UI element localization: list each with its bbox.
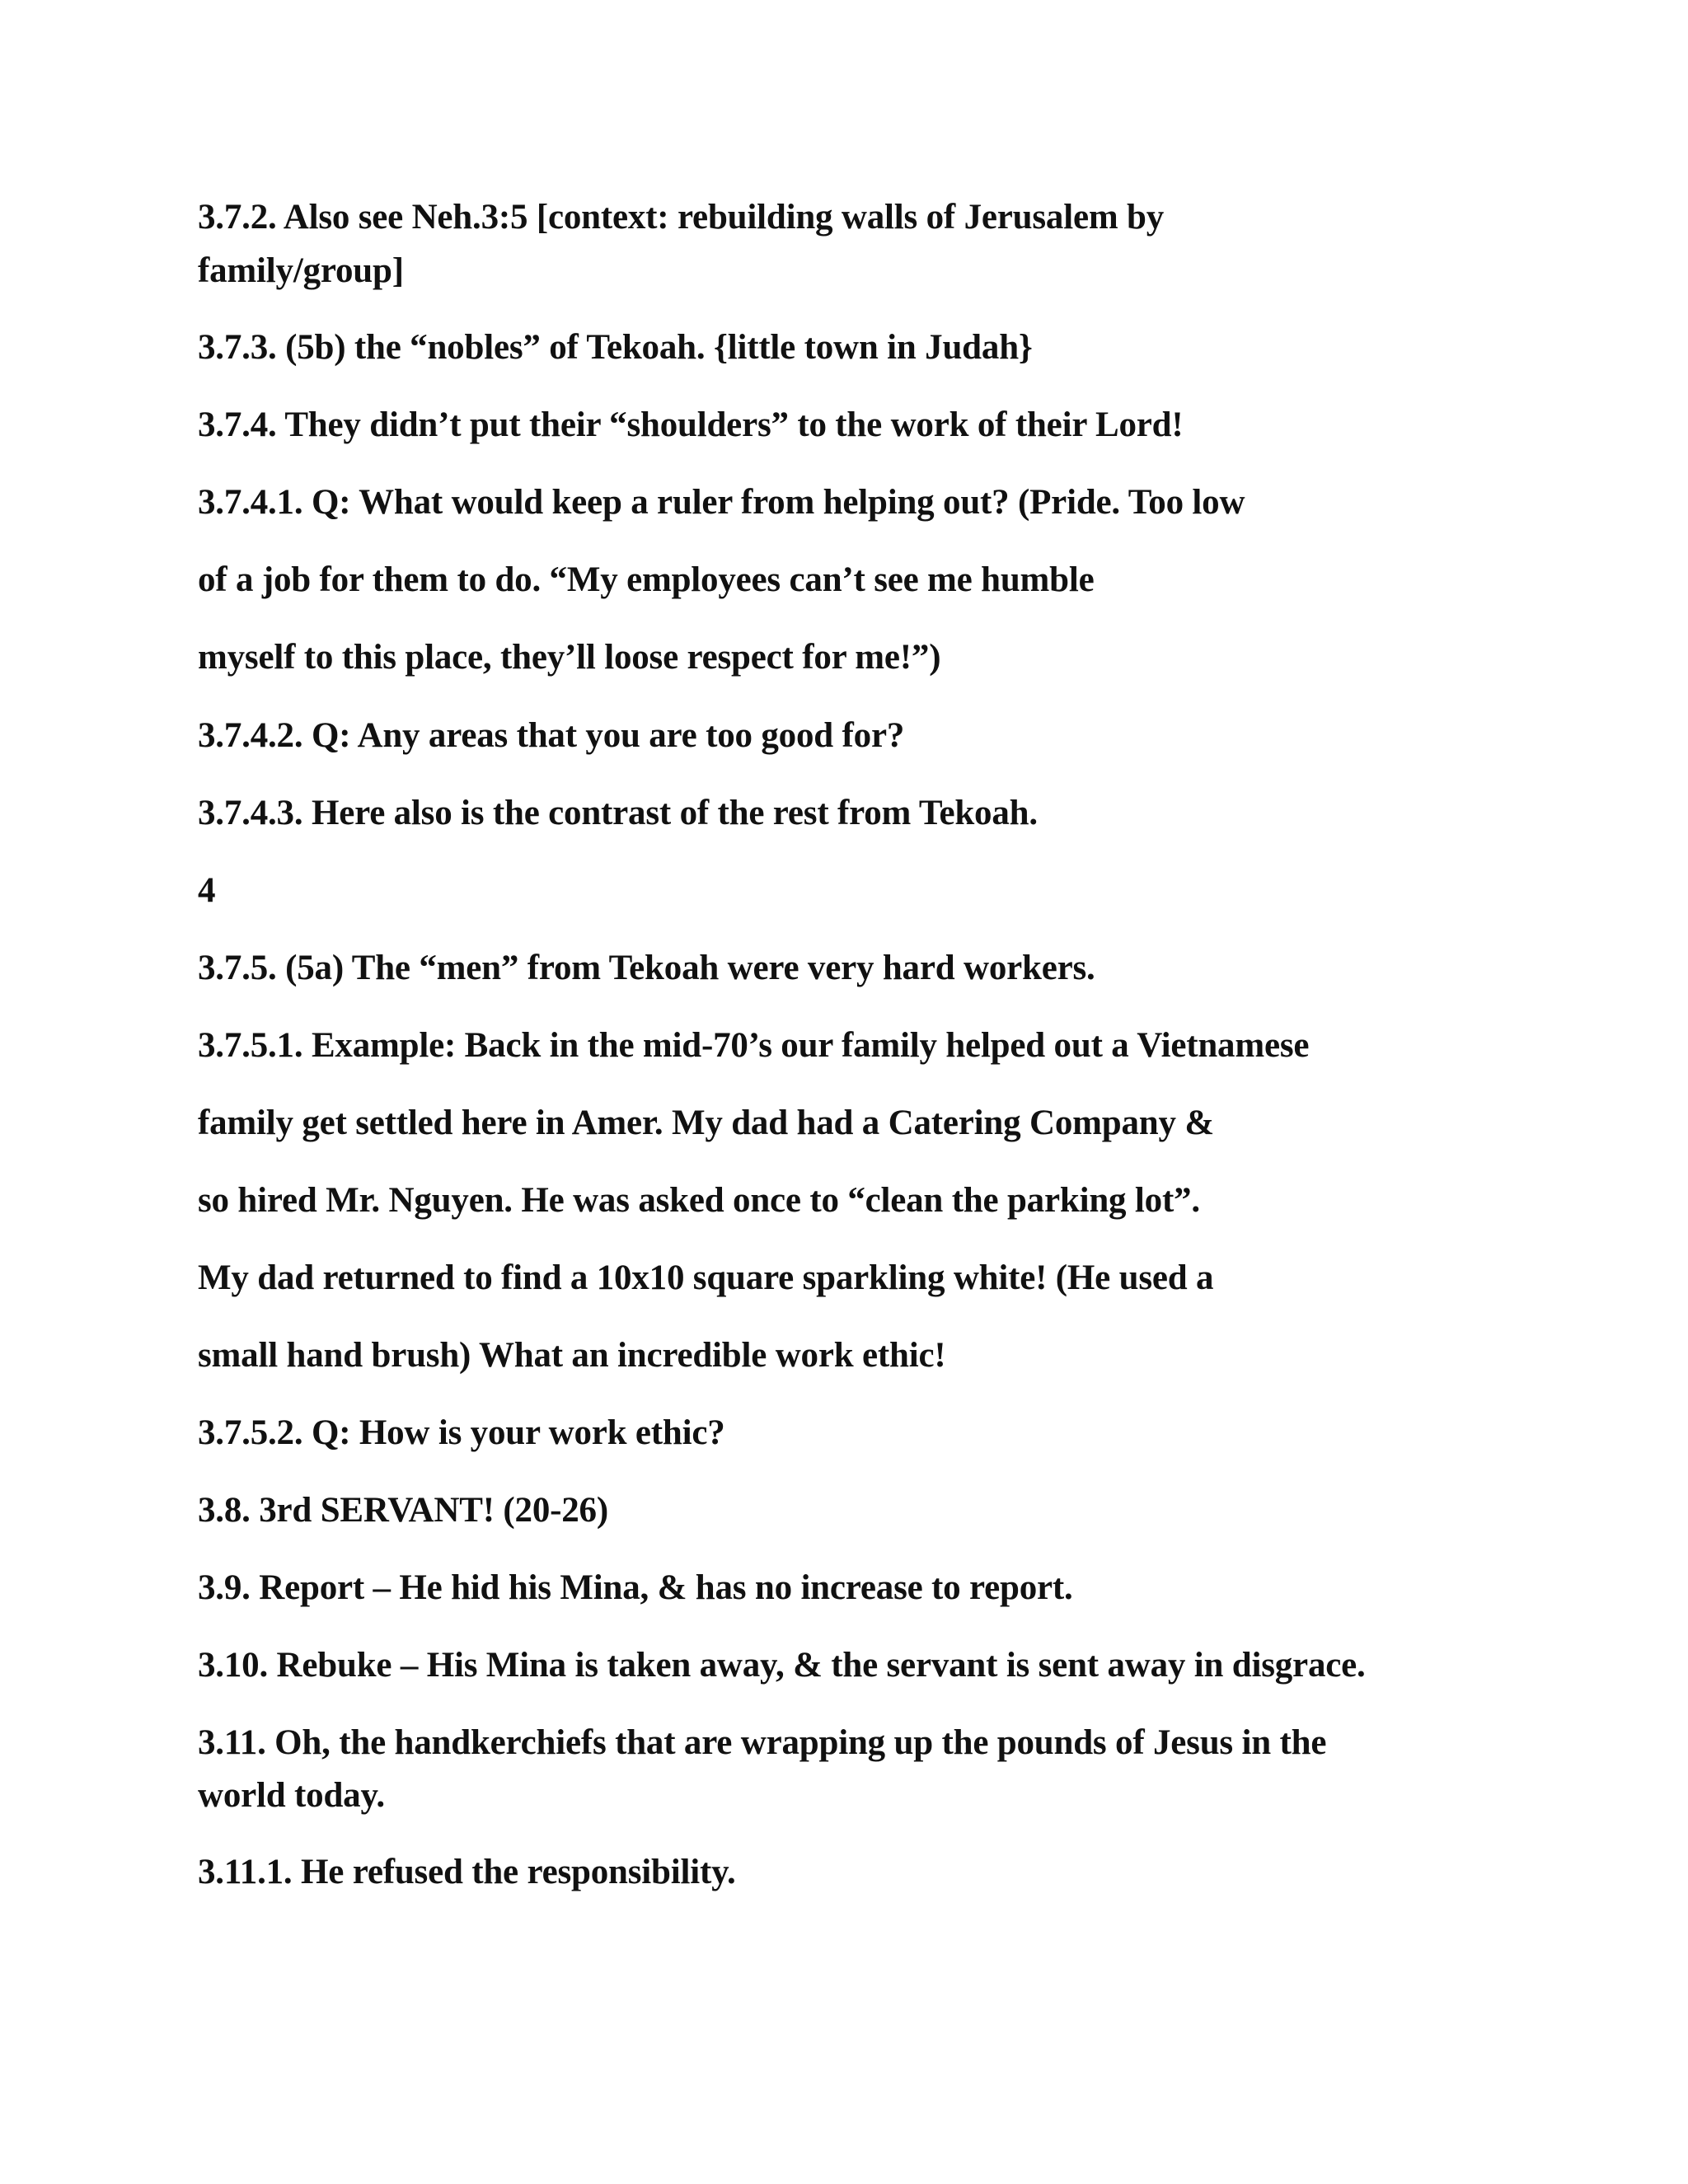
outline-line: 3.7.2. Also see Neh.3:5 [context: rebuilding walls of Jerusalem by: [198, 198, 1165, 237]
outline-line: 3.11. Oh, the handkerchiefs that are wrapping up the pounds of Jesus in the: [198, 1723, 1327, 1762]
outline-line: 3.8. 3rd SERVANT! (20-26): [198, 1491, 608, 1530]
outline-line: 3.7.5. (5a) The “men” from Tekoah were very hard workers.: [198, 949, 1095, 987]
page-number: 4: [198, 871, 216, 910]
outline-line: 3.7.5.1. Example: Back in the mid-70’s our family helped out a Vietnamese: [198, 1026, 1310, 1065]
outline-line: 3.7.5.2. Q: How is your work ethic?: [198, 1413, 725, 1452]
outline-line: 3.7.3. (5b) the “nobles” of Tekoah. {little town in Judah}: [198, 328, 1033, 367]
outline-line: 3.7.4.3. Here also is the contrast of the rest from Tekoah.: [198, 794, 1038, 832]
outline-line: family get settled here in Amer. My dad had a Catering Company &: [198, 1104, 1214, 1142]
outline-line: myself to this place, they’ll loose respect for me!”): [198, 638, 941, 677]
outline-line: 3.10. Rebuke – His Mina is taken away, & the servant is sent away in disgrace.: [198, 1646, 1366, 1685]
outline-line: family/group]: [198, 251, 404, 290]
outline-line: 3.7.4.1. Q: What would keep a ruler from helping out? (Pride. Too low: [198, 483, 1245, 522]
outline-line: of a job for them to do. “My employees can’t see me humble: [198, 560, 1095, 599]
outline-line: world today.: [198, 1776, 385, 1815]
outline-line: 3.7.4.2. Q: Any areas that you are too good for?: [198, 716, 905, 755]
outline-line: 3.11.1. He refused the responsibility.: [198, 1853, 736, 1891]
outline-line: small hand brush) What an incredible work ethic!: [198, 1336, 946, 1375]
outline-line: so hired Mr. Nguyen. He was asked once to “clean the parking lot”.: [198, 1181, 1200, 1220]
outline-line: 3.9. Report – He hid his Mina, & has no increase to report.: [198, 1568, 1073, 1607]
outline-line: 3.7.4. They didn’t put their “shoulders” to the work of their Lord!: [198, 405, 1184, 444]
outline-line: My dad returned to find a 10x10 square sparkling white! (He used a: [198, 1258, 1214, 1297]
